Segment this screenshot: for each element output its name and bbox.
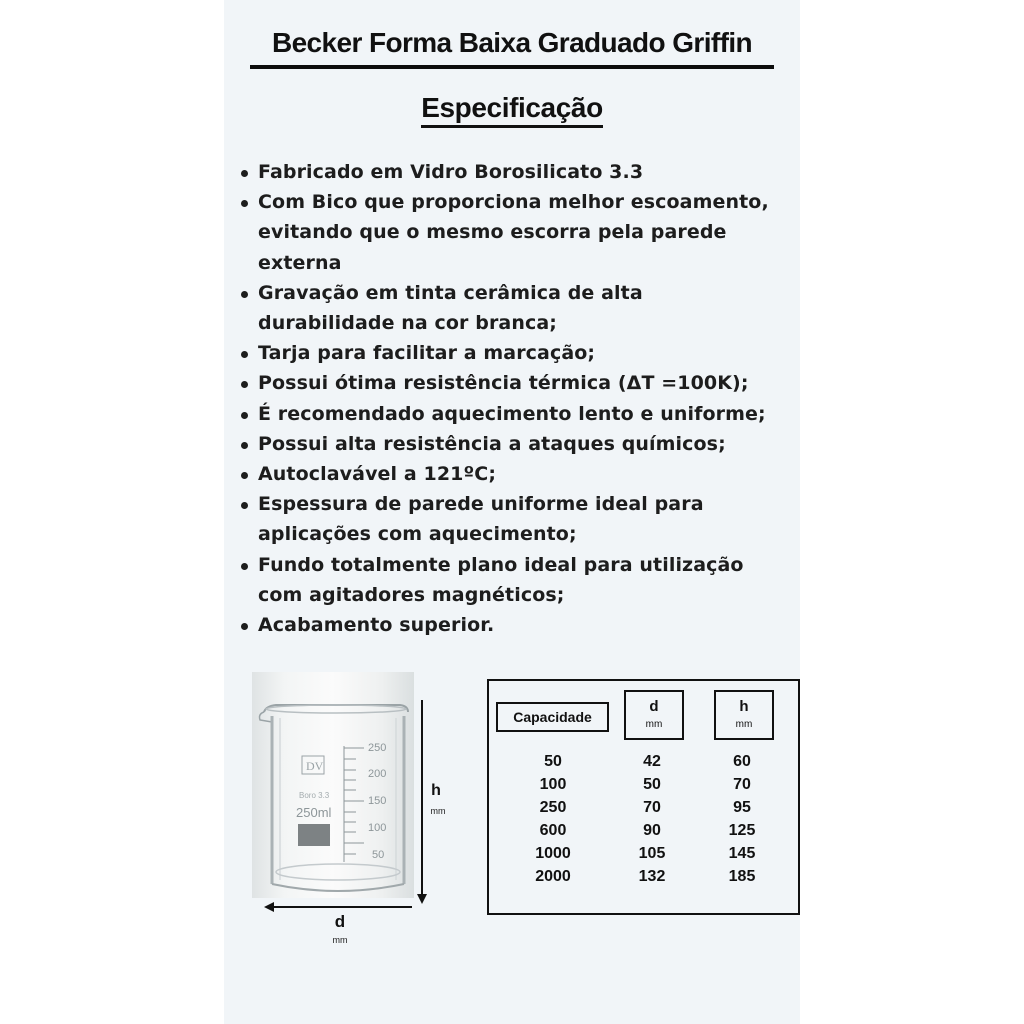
spec-sheet — [224, 0, 800, 1024]
spec-item: Autoclavável a 121ºC; — [240, 459, 800, 489]
height-arrow — [414, 700, 430, 906]
title-underline — [250, 65, 774, 69]
graduation-label: 200 — [368, 768, 387, 780]
cell-d: 50 — [643, 776, 661, 793]
graduation-label: 50 — [372, 849, 385, 861]
beaker-illustration — [252, 672, 414, 898]
brand-logo: DV — [306, 759, 324, 773]
section-heading — [224, 92, 800, 124]
column-header-h-label: h — [739, 698, 749, 715]
height-unit: mm — [430, 806, 446, 816]
dimension-table — [487, 679, 800, 915]
spec-item: Tarja para facilitar a marcação; — [240, 338, 800, 368]
column-header-d-unit: mm — [645, 719, 663, 730]
cell-d: 42 — [643, 753, 661, 770]
cell-d: 105 — [638, 845, 666, 862]
page-title: Becker Forma Baixa Graduado Griffin — [271, 27, 753, 58]
volume-label: 250ml — [296, 805, 332, 820]
glass-type-label: Boro 3.3 — [299, 791, 330, 800]
cell-d: 70 — [643, 799, 661, 816]
spec-item: É recomendado aquecimento lento e uniforme; — [240, 399, 800, 429]
spec-item: Fundo totalmente plano ideal para utilização com agitadores magnéticos; — [240, 550, 800, 610]
spec-list — [240, 157, 800, 640]
cell-capacity: 1000 — [535, 845, 571, 862]
column-header-d — [624, 690, 684, 740]
column-header-capacity: Capacidade — [496, 702, 609, 732]
cell-h: 145 — [728, 845, 756, 862]
graduation-label: 250 — [368, 742, 387, 754]
spec-item: Acabamento superior. — [240, 610, 800, 640]
cell-d: 90 — [643, 822, 661, 839]
cell-capacity: 600 — [539, 822, 567, 839]
cell-capacity: 100 — [539, 776, 567, 793]
spec-item: Fabricado em Vidro Borosilicato 3.3 — [240, 157, 800, 187]
cell-h: 60 — [733, 753, 751, 770]
cell-h: 70 — [733, 776, 751, 793]
section-heading-text: Especificação — [421, 92, 603, 128]
cell-h: 125 — [728, 822, 756, 839]
column-header-h — [714, 690, 774, 740]
beaker-photo — [252, 672, 414, 898]
spec-item: Possui ótima resistência térmica (ΔT =100K); — [240, 368, 800, 398]
graduation-label: 100 — [368, 822, 387, 834]
cell-h: 95 — [733, 799, 751, 816]
column-header-h-unit: mm — [735, 719, 753, 730]
graduation-label: 150 — [368, 795, 387, 807]
cell-capacity: 2000 — [535, 868, 571, 885]
spec-item: Espessura de parede uniforme ideal para aplicações com aquecimento; — [240, 489, 800, 549]
cell-h: 185 — [728, 868, 756, 885]
spec-item: Com Bico que proporciona melhor escoamento, evitando que o mesmo escorra pela parede externa — [240, 187, 800, 278]
spec-item: Possui alta resistência a ataques químicos; — [240, 429, 800, 459]
column-header-d-label: d — [649, 698, 659, 715]
diameter-unit: mm — [332, 935, 348, 945]
diameter-label: d — [334, 912, 346, 931]
cell-capacity: 50 — [544, 753, 562, 770]
marking-patch — [298, 824, 330, 846]
height-label: h — [431, 782, 441, 799]
cell-d: 132 — [638, 868, 666, 885]
cell-capacity: 250 — [539, 799, 567, 816]
spec-item: Gravação em tinta cerâmica de alta durabilidade na cor branca; — [240, 278, 800, 338]
